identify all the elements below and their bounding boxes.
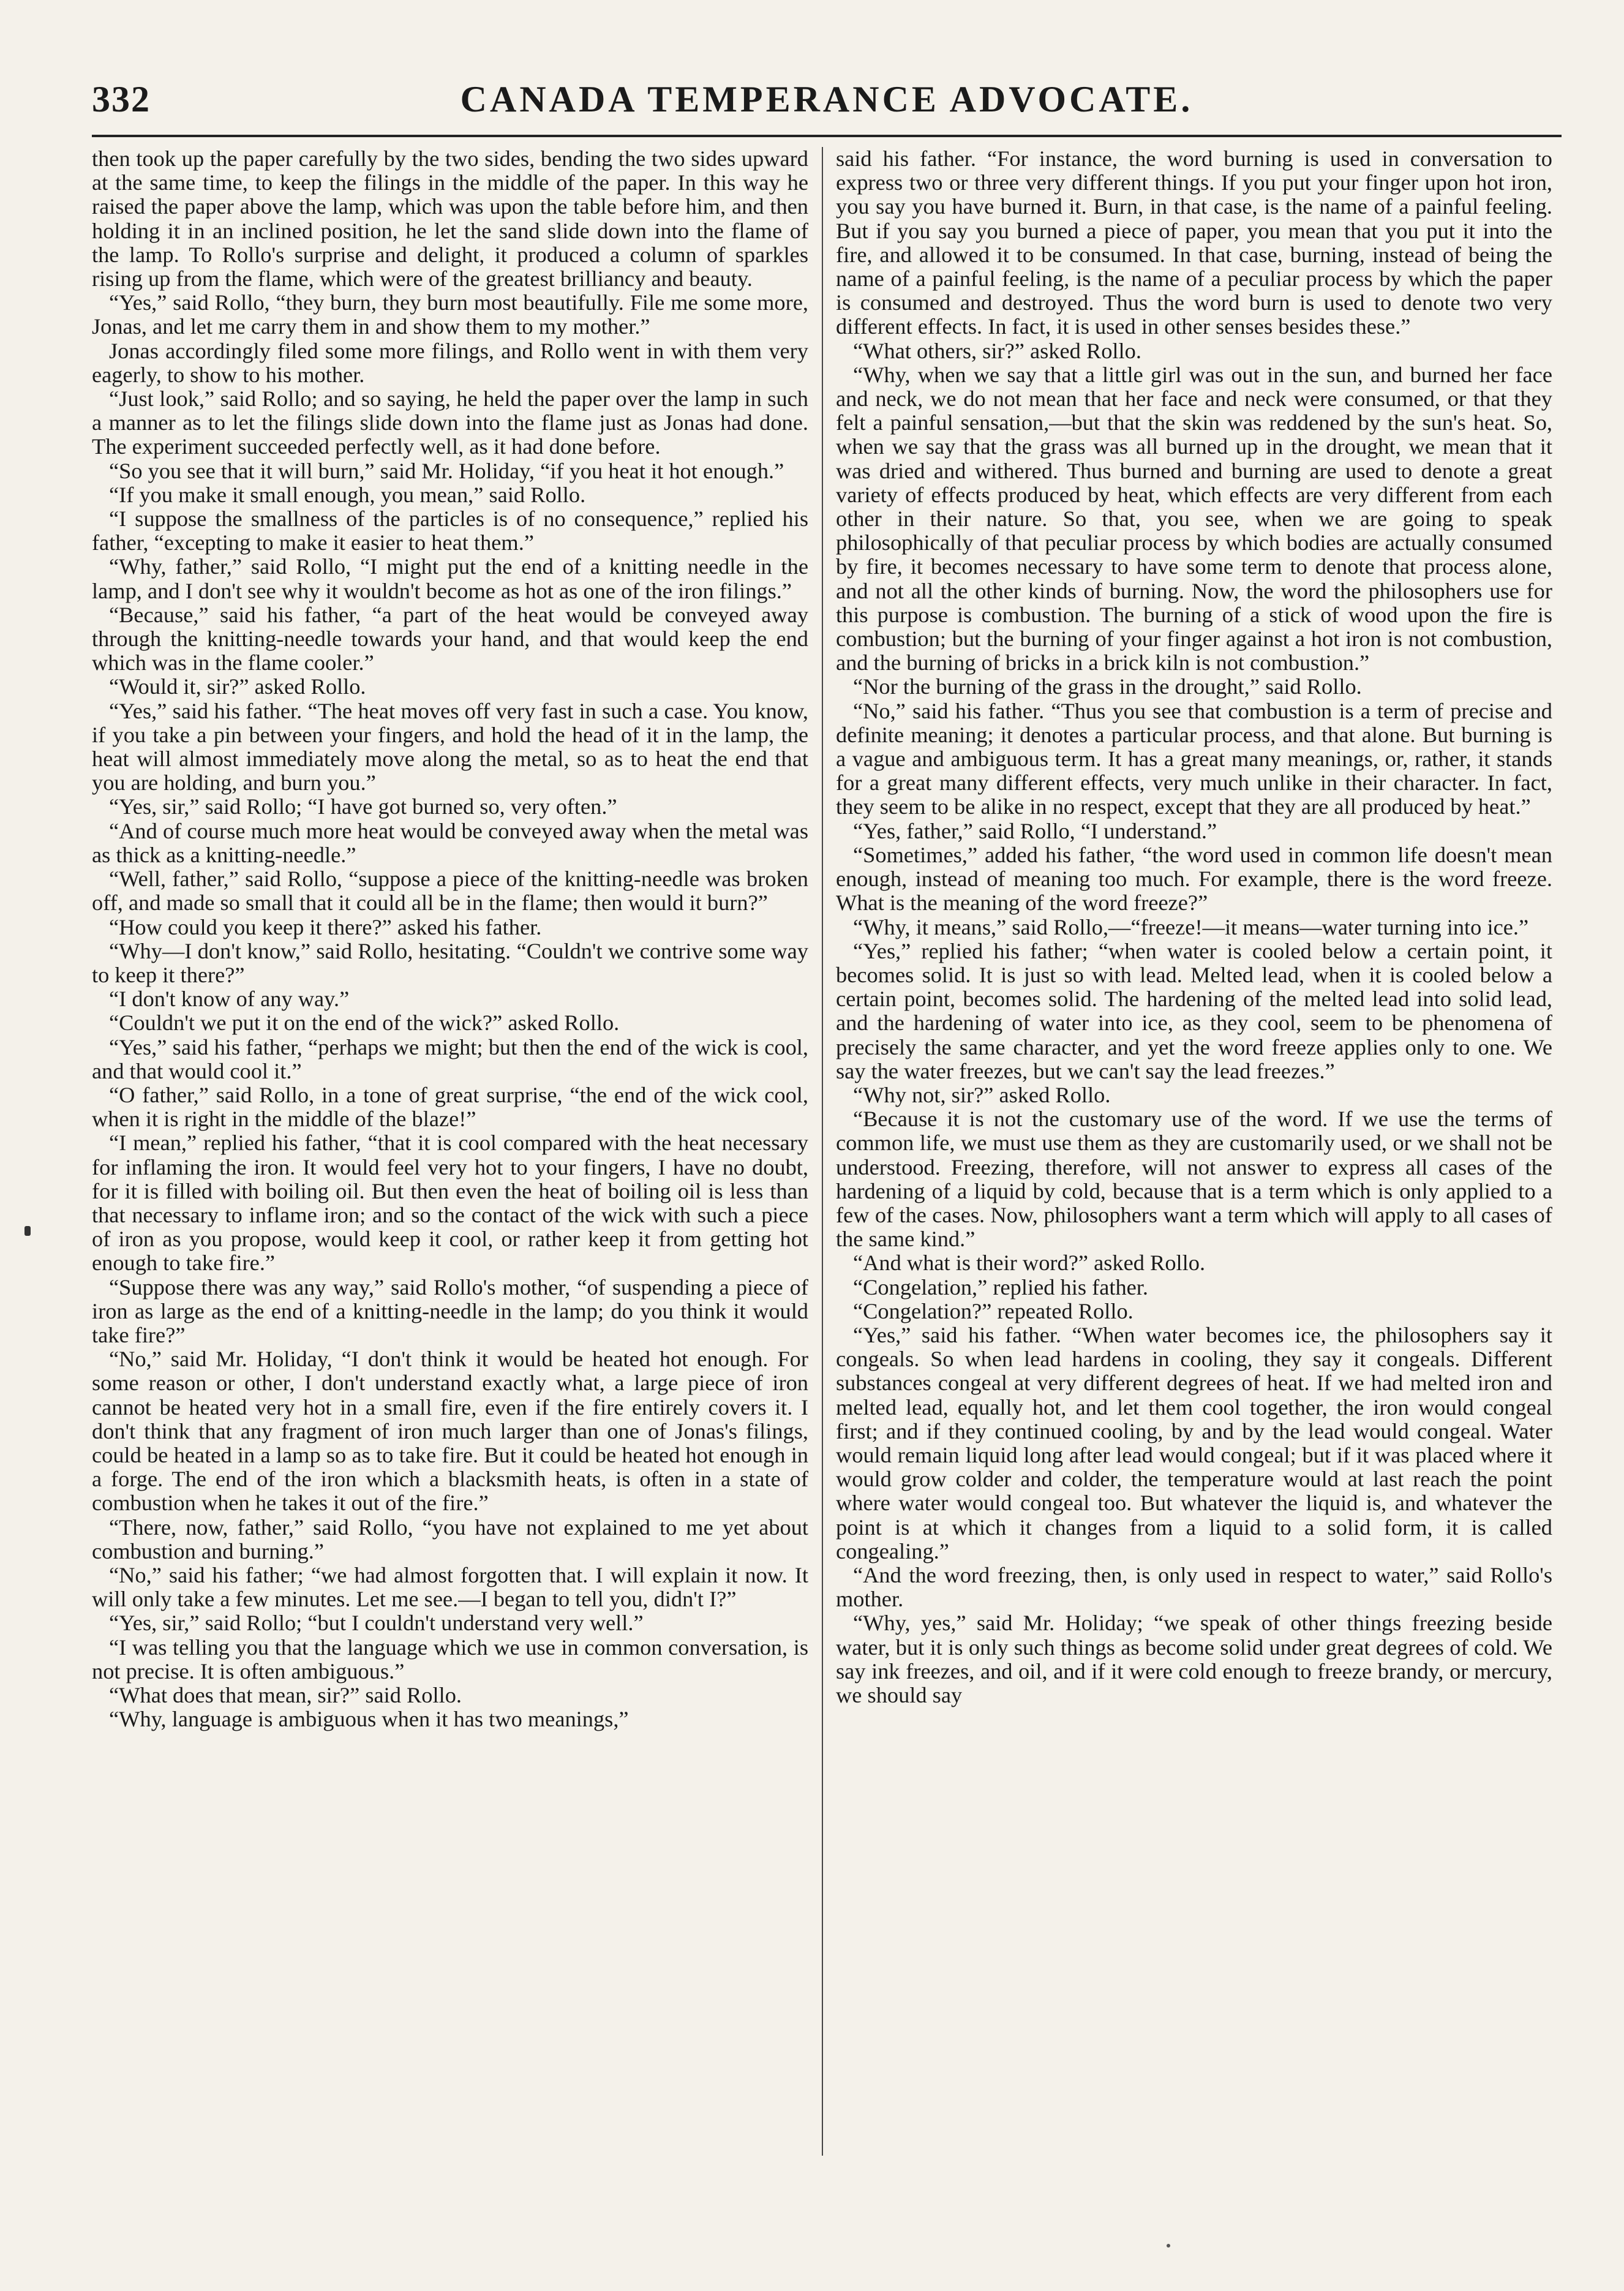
paragraph: “Because it is not the customary use of the word. If we use the terms of common life, we must use them as they are customarily used, or we shall not be understood. Freezing, therefore, will not answer to express all cases of the hardening of a liquid by cold, because that is a term which is only applied to a few of the cases. Now, philosophers want a term which will apply to all cases of the same kind.” xyxy=(836,1107,1552,1252)
paragraph: then took up the paper carefully by the two sides, bending the two sides upward at the same time, to keep the filings in the middle of the paper. In this way he raised the paper above the lamp, which was upon the table before him, and then holding it in an inclined position, he let the sand slide down into the flame of the lamp. To Rollo's surprise and delight, it produced a column of sparkles rising up from the flame, which were of the greatest brilliancy and beauty. xyxy=(92,147,808,292)
ink-mark xyxy=(24,1226,31,1236)
paragraph: Jonas accordingly filed some more filings, and Rollo went in with them very eagerly, to show to his mother. xyxy=(92,338,808,387)
paragraph: “What others, sir?” asked Rollo. xyxy=(853,338,1141,363)
paragraph: “Yes, father,” said Rollo, “I understand.” xyxy=(853,818,1217,843)
paragraph: “If you make it small enough, you mean,” said Rollo. xyxy=(109,482,586,507)
paragraph: “Yes,” replied his father; “when water is cooled below a certain point, it becomes solid. It is just so with lead. Melted lead, when it is cooled below a certain point, becomes solid. The hardening of the melted lead into solid lead, and the hardening of water into ice, as they cool, seem to be phenomena of precisely the same character, and yet the word freeze applies only to one. We say the water freezes, but we can't say the lead freezes.” xyxy=(836,938,1552,1083)
paragraph: “Why, it means,” said Rollo,—“freeze!—it means—water turning into ice.” xyxy=(853,914,1529,939)
paragraph: “I don't know of any way.” xyxy=(109,987,350,1012)
paragraph: “Yes,” said Rollo, “they burn, they burn most beautifully. File me some more, Jonas, and let me carry them in and show them to my mother.” xyxy=(92,290,808,339)
paragraph: “Just look,” said Rollo; and so saying, he held the paper over the lamp in such a manner as to let the filings slide down into the flame just as Jonas had done. The experiment succeeded perfectly well, as it had done before. xyxy=(92,386,808,459)
paragraph: “Well, father,” said Rollo, “suppose a piece of the knitting-needle was broken off, and made so small that it could all be in the flame; then would it burn?” xyxy=(92,867,808,916)
paragraph: “Yes,” said his father. “The heat moves off very fast in such a case. You know, if you take a pin between your fingers, and hold the head of it in the lamp, the heat will almost immediately move along the metal, so as to heat the end that you are holding, and burn you.” xyxy=(92,698,808,796)
paragraph: “And what is their word?” asked Rollo. xyxy=(853,1251,1206,1276)
paragraph: “O father,” said Rollo, in a tone of great surprise, “the end of the wick cool, when it is right in the middle of the blaze!” xyxy=(92,1082,808,1132)
paragraph: “So you see that it will burn,” said Mr. Holiday, “if you heat it hot enough.” xyxy=(109,458,784,483)
paragraph: “Because,” said his father, “a part of the heat would be conveyed away through the knitting-needle towards your hand, and that would keep the end which was in the flame cooler.” xyxy=(92,602,808,675)
paragraph: “And the word freezing, then, is only used in respect to water,” said Rollo's mother. xyxy=(836,1562,1552,1612)
header-rule xyxy=(92,135,1562,137)
paragraph: “I was telling you that the language which we use in common conversation, is not precise. It is often ambiguous.” xyxy=(92,1635,808,1683)
paragraph: “I suppose the smallness of the particles is of no consequence,” replied his father, “excepting to make it easier to heat them.” xyxy=(92,506,808,555)
paragraph: “Congelation,” replied his father. xyxy=(853,1274,1149,1300)
paragraph: “Why, language is ambiguous when it has two meanings,” xyxy=(109,1707,629,1732)
paragraph: said his father. “For instance, the word burning is used in conversation to express two or three very different things. If you put your finger upon hot iron, you say you have burned it. Burn, in that case, is the name of a painful feeling. But if you say you burned a piece of paper, you mean that you put it into the fire, and allowed it to be consumed. In that case, burning, instead of being the name of a painful feeling, is the name of a peculiar process by which the paper is consumed and destroyed. Thus the word burn is used to denote two very different effects. In fact, it is used in other senses besides these.” xyxy=(836,147,1552,339)
paragraph: “Suppose there was any way,” said Rollo's mother, “of suspending a piece of iron as large as the end of a knitting-needle in the lamp; do you think it would take fire?” xyxy=(92,1274,808,1347)
paragraph: “Why, father,” said Rollo, “I might put the end of a knitting needle in the lamp, and I don't see why it wouldn't become as hot as one of the iron filings.” xyxy=(92,554,808,603)
paragraph: “Nor the burning of the grass in the drought,” said Rollo. xyxy=(853,674,1362,699)
paragraph: “And of course much more heat would be conveyed away when the metal was as thick as a knitting-needle.” xyxy=(92,818,808,867)
paragraph: “Why—I don't know,” said Rollo, hesitating. “Couldn't we contrive some way to keep it there?” xyxy=(92,938,808,987)
paragraph: “No,” said his father. “Thus you see that combustion is a term of precise and definite meaning; it denotes a particular process, and that alone. But burning is a vague and ambiguous term. It has a great many meanings, or, rather, it stands for a great many different effects, very much unlike in their character. In fact, they seem to be alike in no respect, except that they are all produced by heat.” xyxy=(836,698,1552,819)
column-divider xyxy=(822,147,823,2156)
paragraph: “Why not, sir?” asked Rollo. xyxy=(853,1082,1111,1107)
journal-title: CANADA TEMPERANCE ADVOCATE. xyxy=(460,79,1194,119)
left-column xyxy=(92,147,808,2156)
paragraph: “Congelation?” repeated Rollo. xyxy=(853,1298,1133,1323)
paragraph: “Would it, sir?” asked Rollo. xyxy=(109,674,366,699)
right-column xyxy=(836,147,1552,2156)
paragraph: “No,” said Mr. Holiday, “I don't think it would be heated hot enough. For some reason or other, I don't understand exactly what, a large piece of iron cannot be heated very hot in a small fire, even if the fire entirely covers it. I don't think that any fragment of iron much larger than one of Jonas's filings, could be heated in a lamp so as to take fire. But it could be heated hot enough in a forge. The end of the iron which a blacksmith heats, is often in a state of combustion when he takes it out of the fire.” xyxy=(92,1347,808,1516)
ink-dot xyxy=(1167,2244,1170,2248)
paragraph: “There, now, father,” said Rollo, “you have not explained to me yet about combustion and burning.” xyxy=(92,1514,808,1563)
paragraph: “Yes, sir,” said Rollo; “I have got burned so, very often.” xyxy=(109,794,617,819)
paragraph: “Yes,” said his father, “perhaps we might; but then the end of the wick is cool, and that would cool it.” xyxy=(92,1034,808,1083)
paragraph: “How could you keep it there?” asked his father. xyxy=(109,914,542,939)
paragraph: “No,” said his father; “we had almost forgotten that. I will explain it now. It will only take a few minutes. Let me see.—I began to tell you, didn't I?” xyxy=(92,1562,808,1612)
paragraph: “Why, when we say that a little girl was out in the sun, and burned her face and neck, we do not mean that her face and neck were consumed, or that they felt a painful sensation,—but that the skin was reddened by the sun's heat. So, when we say that the grass was all burned up in the drought, we mean that it was dried and withered. Thus burned and burning are used to denote a great variety of effects produced by heat, which effects are very different from each other in their nature. So that, you see, when we are going to speak philosophically of that peculiar process by which bodies are actually consumed by fire, it becomes necessary to have some term to denote that process alone, and not all the other kinds of burning. Now, the word the philosophers use for this purpose is combustion. The burning of a stick of wood upon the fire is combustion; but the burning of your finger against a hot iron is not combustion, and the burning of bricks in a brick kiln is not combustion.” xyxy=(836,362,1552,675)
paragraph: “Sometimes,” added his father, “the word used in common life doesn't mean enough, instead of meaning too much. For example, there is the word freeze. What is the meaning of the word freeze?” xyxy=(836,842,1552,916)
paragraph: “Yes,” said his father. “When water becomes ice, the philosophers say it congeals. So when lead hardens in cooling, they say it congeals. Different substances congeal at very different degrees of heat. If we had melted iron and melted lead, equally hot, and let them cool together, the iron would congeal first; and if they continued cooling, by and by the lead would congeal. Water would remain liquid long after lead would congeal; but if it was placed where it would grow colder and colder, the temperature would at last reach the point where water would congeal too. But whatever the liquid is, and whatever the point is at which it changes from a liquid to a solid form, it is called congealing.” xyxy=(836,1322,1552,1563)
paragraph: “Why, yes,” said Mr. Holiday; “we speak of other things freezing beside water, but it is only such things as become solid under great degrees of cold. We say ink freezes, and oil, and if it were cold enough to freeze brandy, or mercury, we should say xyxy=(836,1611,1552,1707)
paragraph: “Couldn't we put it on the end of the wick?” asked Rollo. xyxy=(109,1010,620,1036)
paragraph: “I mean,” replied his father, “that it is cool compared with the heat necessary for inflaming the iron. It would feel very hot to your fingers, I have no doubt, for it is filled with boiling oil. But then even the heat of boiling oil is less than that necessary to inflame iron; and so the contact of the wick with such a piece of iron as you propose, would keep it cool, or rather keep it from getting hot enough to take fire.” xyxy=(92,1130,808,1276)
page-number: 332 xyxy=(92,79,151,119)
paragraph: “What does that mean, sir?” said Rollo. xyxy=(109,1683,462,1707)
paragraph: “Yes, sir,” said Rollo; “but I couldn't understand very well.” xyxy=(109,1611,644,1636)
